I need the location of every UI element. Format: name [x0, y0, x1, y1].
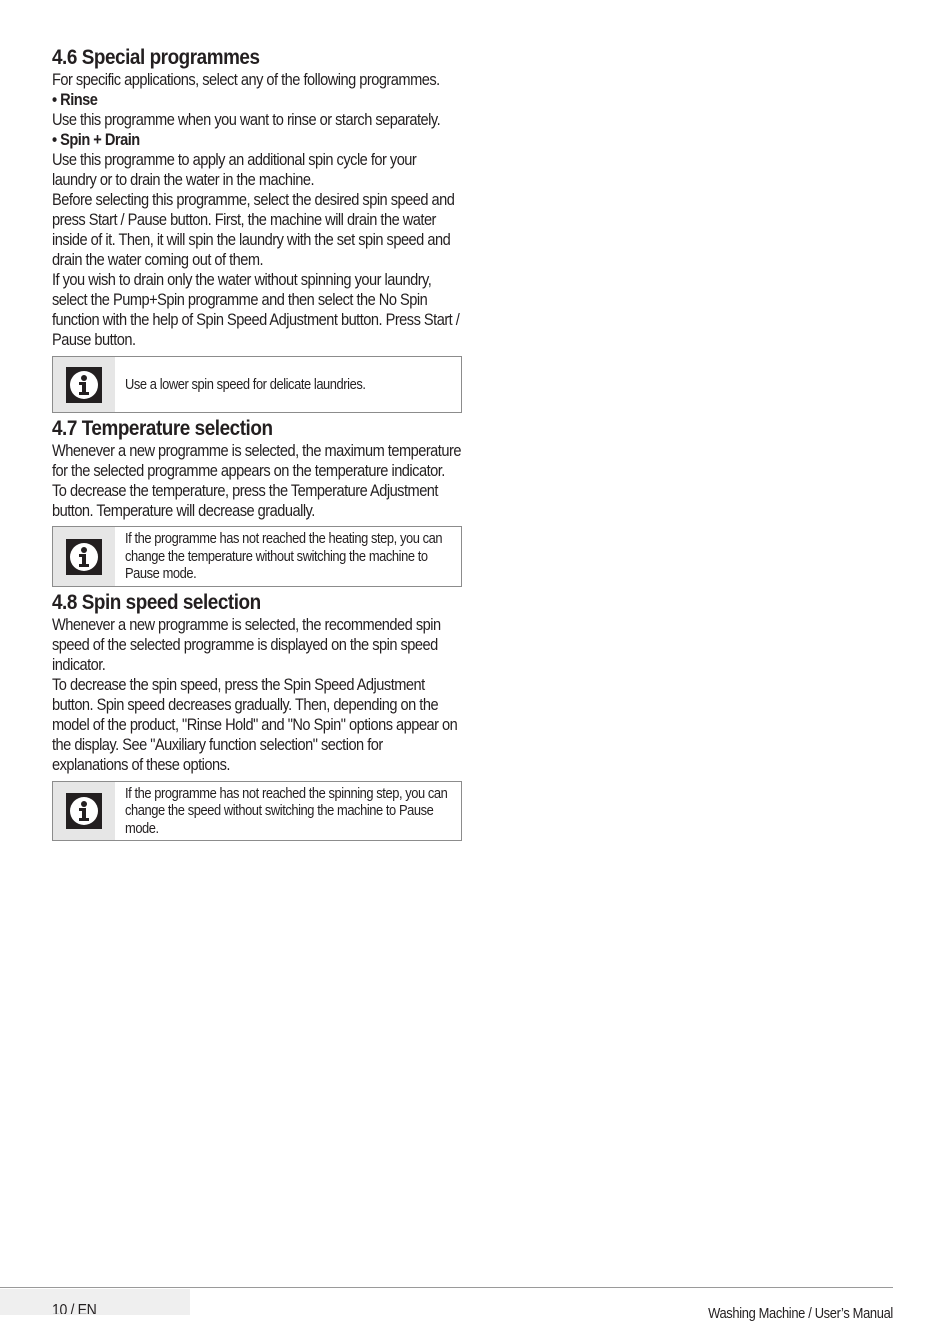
page-content	[52, 46, 462, 845]
footer-divider	[0, 1287, 893, 1288]
section-body-4-6	[52, 70, 461, 350]
info-note-4-6	[52, 356, 462, 413]
section-body-4-7	[52, 441, 461, 521]
section-heading-4-6: 4.6 Special programmes	[52, 46, 260, 69]
rinse-text: Use this programme when you want to rinse or starch separately.	[52, 110, 441, 129]
section-body-4-8	[52, 615, 461, 775]
rinse-title: • Rinse	[52, 90, 98, 109]
spin-drain-text-2: Before selecting this programme, select the desired spin speed and press Start / Pause button. First, the machine will drain the water inside of it. Then, it will spin the laundry with the set spin speed and drain the water coming out of them.	[52, 190, 455, 269]
manual-title: Washing Machine / User’s Manual	[708, 1305, 893, 1322]
heading-wrap-4-6	[52, 46, 462, 70]
info-icon	[66, 539, 102, 575]
section-heading-4-8: 4.8 Spin speed selection	[52, 591, 261, 614]
info-icon	[66, 793, 102, 829]
note-text-4-8	[115, 782, 518, 840]
note-text-4-6-content: Use a lower spin speed for delicate laundries.	[125, 375, 366, 393]
note-text-4-7-content: If the programme has not reached the heating step, you can change the temperature without switching the machine to Pause mode.	[125, 530, 443, 583]
spin-drain-title: • Spin + Drain	[52, 130, 140, 149]
spin-drain-text-1: Use this programme to apply an additional spin cycle for your laundry or to drain the water in the machine.	[52, 150, 417, 189]
page-number: 10 / EN	[52, 1302, 97, 1314]
info-icon	[66, 367, 102, 403]
spin-speed-text-2: To decrease the spin speed, press the Spin Speed Adjustment button. Spin speed decreases gradually. Then, depending on the model of the product, "Rinse Hold" and "No Spin" options appear on the display. See "Auxiliary function selection" section for explanations of these options.	[52, 675, 458, 774]
spin-speed-text-1: Whenever a new programme is selected, the recommended spin speed of the selected programme is displayed on the spin speed indicator.	[52, 615, 441, 674]
info-icon-cell	[53, 782, 115, 840]
info-note-4-8	[52, 781, 462, 841]
note-text-4-7	[115, 527, 518, 586]
info-note-4-7	[52, 526, 462, 587]
note-text-4-6	[115, 357, 518, 412]
note-text-4-8-content: If the programme has not reached the spinning step, you can change the speed without switching the machine to Pause mode.	[125, 784, 448, 837]
section-intro-4-6: For specific applications, select any of the following programmes.	[52, 70, 440, 89]
spin-drain-text-3: If you wish to drain only the water without spinning your laundry, select the Pump+Spin programme and then select the No Spin function with the help of Spin Speed Adjustment button. Press Start / Pause button.	[52, 270, 460, 349]
temperature-text-2: To decrease the temperature, press the Temperature Adjustment button. Temperature will decrease gradually.	[52, 481, 438, 520]
info-icon-cell	[53, 357, 115, 412]
heading-wrap-4-7	[52, 417, 462, 441]
temperature-text-1: Whenever a new programme is selected, the maximum temperature for the selected programme appears on the temperature indicator.	[52, 441, 461, 480]
heading-wrap-4-8	[52, 591, 462, 615]
info-icon-cell	[53, 527, 115, 586]
section-heading-4-7: 4.7 Temperature selection	[52, 417, 273, 440]
